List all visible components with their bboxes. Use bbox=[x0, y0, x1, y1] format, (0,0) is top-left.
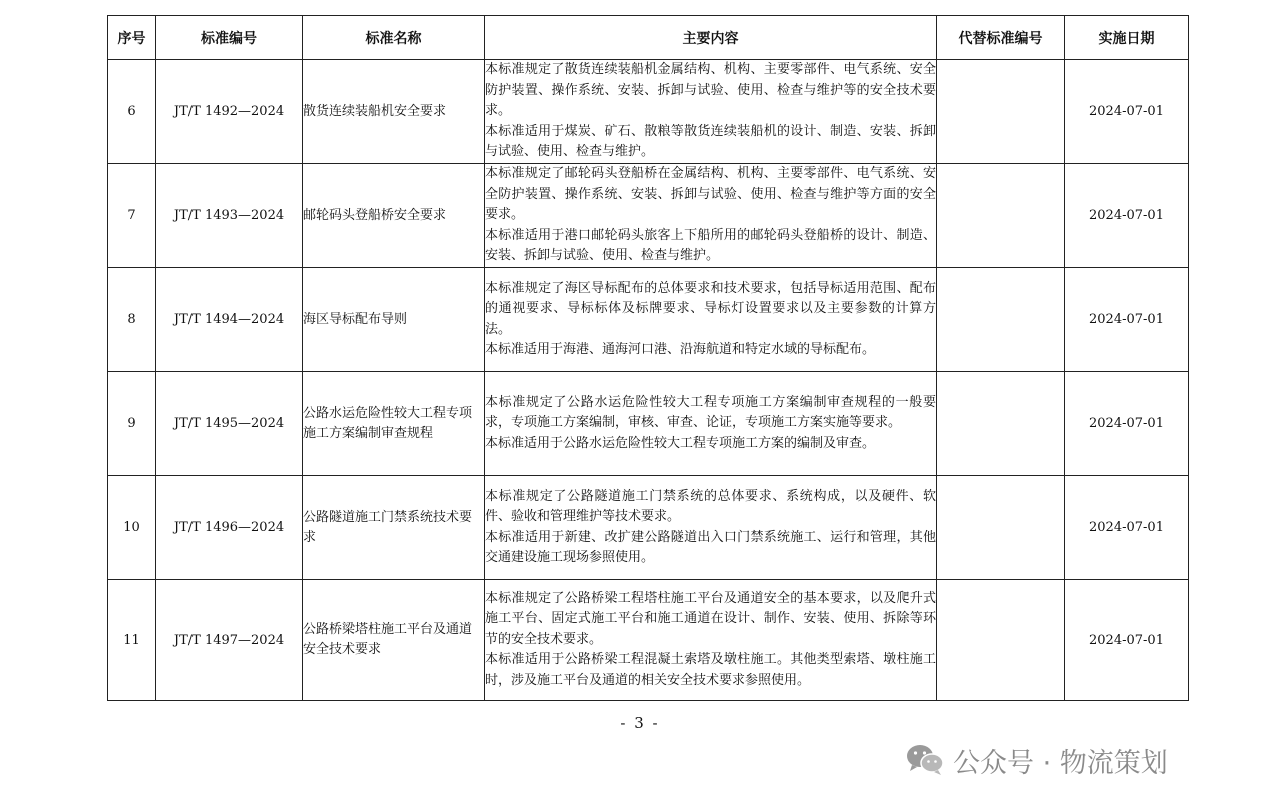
content-paragraph: 本标准规定了邮轮码头登船桥在金属结构、机构、主要零部件、电气系统、安全防护装置、操作系统、安装、拆卸与试验、使用、检查与维护等方面的安全要求。 bbox=[485, 166, 936, 223]
page-number: - 3 - bbox=[620, 714, 660, 732]
serial-no-cell: 9 bbox=[108, 372, 156, 476]
content-paragraph: 本标准适用于港口邮轮码头旅客上下船所用的邮轮码头登船桥的设计、制造、安装、拆卸与试验、使用、检查与维护。 bbox=[485, 227, 936, 264]
effective-date-cell: 2024-07-01 bbox=[1065, 60, 1189, 164]
content-paragraph: 本标准规定了海区导标配布的总体要求和技术要求，包括导标适用范围、配布的通视要求、导标标体及标牌要求、导标灯设置要求以及主要参数的计算方法。 bbox=[485, 280, 936, 337]
replaced-standard-cell bbox=[937, 164, 1065, 268]
replaced-standard-cell bbox=[937, 476, 1065, 580]
content-paragraph: 本标准适用于海港、通海河口港、沿海航道和特定水域的导标配布。 bbox=[485, 342, 876, 357]
content-paragraph: 本标准适用于煤炭、矿石、散粮等散货连续装船机的设计、制造、安装、拆卸与试验、使用、检查与维护。 bbox=[485, 123, 936, 160]
content-paragraph: 本标准规定了散货连续装船机金属结构、机构、主要零部件、电气系统、安全防护装置、操作系统、安装、拆卸与试验、使用、检查与维护等的安全技术要求。 bbox=[485, 62, 936, 119]
serial-no-cell: 6 bbox=[108, 60, 156, 164]
effective-date-cell: 2024-07-01 bbox=[1065, 268, 1189, 372]
table-row bbox=[108, 164, 1189, 268]
content-paragraph: 本标准规定了公路桥梁工程塔柱施工平台及通道安全的基本要求，以及爬升式施工平台、固定式施工平台和施工通道在设计、制作、安装、使用、拆除等环节的安全技术要求。 bbox=[485, 590, 936, 647]
header-main-content: 主要内容 bbox=[485, 16, 937, 60]
content-paragraph: 本标准适用于公路桥梁工程混凝土索塔及墩柱施工。其他类型索塔、墩柱施工时，涉及施工平台及通道的相关安全技术要求参照使用。 bbox=[485, 652, 936, 688]
standard-name-cell: 散货连续装船机安全要求 bbox=[303, 60, 485, 164]
header-standard-code: 标准编号 bbox=[156, 16, 303, 60]
main-content-cell bbox=[485, 60, 937, 164]
effective-date-cell: 2024-07-01 bbox=[1065, 580, 1189, 701]
serial-no-cell: 7 bbox=[108, 164, 156, 268]
replaced-standard-cell bbox=[937, 372, 1065, 476]
effective-date-cell: 2024-07-01 bbox=[1065, 372, 1189, 476]
standard-name-cell: 公路隧道施工门禁系统技术要求 bbox=[303, 476, 485, 580]
table-row bbox=[108, 580, 1189, 701]
standard-name-cell: 邮轮码头登船桥安全要求 bbox=[303, 164, 485, 268]
standard-name-cell: 海区导标配布导则 bbox=[303, 268, 485, 372]
table-header-row bbox=[108, 16, 1189, 60]
standard-code-cell: JT/T 1494—2024 bbox=[156, 268, 303, 372]
table-row bbox=[108, 60, 1189, 164]
serial-no-cell: 10 bbox=[108, 476, 156, 580]
standard-code-cell: JT/T 1495—2024 bbox=[156, 372, 303, 476]
serial-no-cell: 11 bbox=[108, 580, 156, 701]
standard-code-cell: JT/T 1492—2024 bbox=[156, 60, 303, 164]
header-serial-no: 序号 bbox=[108, 16, 156, 60]
standard-name-cell: 公路水运危险性较大工程专项施工方案编制审查规程 bbox=[303, 372, 485, 476]
standards-table bbox=[107, 15, 1189, 701]
main-content-cell bbox=[485, 268, 937, 372]
header-effective-date: 实施日期 bbox=[1065, 16, 1189, 60]
effective-date-cell: 2024-07-01 bbox=[1065, 476, 1189, 580]
standard-code-cell: JT/T 1496—2024 bbox=[156, 476, 303, 580]
main-content-cell bbox=[485, 164, 937, 268]
serial-no-cell: 8 bbox=[108, 268, 156, 372]
header-replaced-standard: 代替标准编号 bbox=[937, 16, 1065, 60]
content-paragraph: 本标准规定了公路水运危险性较大工程专项施工方案编制审查规程的一般要求，专项施工方案编制，审核、审查、论证，专项施工方案实施等要求。 bbox=[485, 394, 936, 431]
standard-code-cell: JT/T 1493—2024 bbox=[156, 164, 303, 268]
header-standard-name: 标准名称 bbox=[303, 16, 485, 60]
standard-name-cell: 公路桥梁塔柱施工平台及通道安全技术要求 bbox=[303, 580, 485, 701]
content-paragraph: 本标准规定了公路隧道施工门禁系统的总体要求、系统构成，以及硬件、软件、验收和管理维护等技术要求。 bbox=[485, 488, 936, 524]
standard-code-cell: JT/T 1497—2024 bbox=[156, 580, 303, 701]
table-row bbox=[108, 372, 1189, 476]
wechat-icon bbox=[905, 742, 945, 778]
table-row bbox=[108, 268, 1189, 372]
replaced-standard-cell bbox=[937, 268, 1065, 372]
replaced-standard-cell bbox=[937, 580, 1065, 701]
watermark-text: 公众号 · 物流策划 bbox=[953, 747, 1168, 779]
effective-date-cell: 2024-07-01 bbox=[1065, 164, 1189, 268]
content-paragraph: 本标准适用于公路水运危险性较大工程专项施工方案的编制及审查。 bbox=[485, 435, 876, 451]
replaced-standard-cell bbox=[937, 60, 1065, 164]
main-content-cell bbox=[485, 580, 937, 701]
watermark bbox=[905, 738, 1168, 782]
main-content-cell bbox=[485, 372, 937, 476]
table-row bbox=[108, 476, 1189, 580]
content-paragraph: 本标准适用于新建、改扩建公路隧道出入口门禁系统施工、运行和管理，其他交通建设施工现场参照使用。 bbox=[485, 529, 936, 565]
main-content-cell bbox=[485, 476, 937, 580]
